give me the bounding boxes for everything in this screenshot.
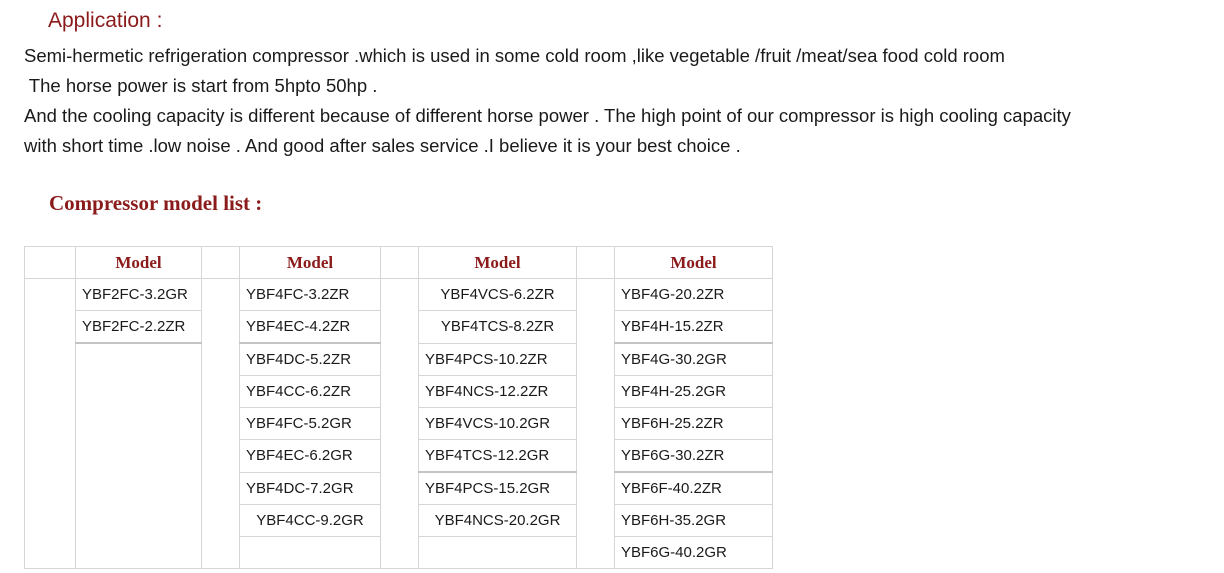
model-cell: YBF4PCS-10.2ZR [419, 343, 577, 376]
application-line-4: with short time .low noise . And good after sales service .I believe it is your best choice . [24, 135, 741, 156]
model-cell: YBF4CC-6.2ZR [240, 376, 381, 408]
spacer-cell [577, 279, 615, 569]
table-header-row [25, 247, 773, 279]
application-heading: Application : [48, 9, 163, 32]
compressor-model-table [24, 246, 773, 569]
model-header-1: Model [76, 247, 202, 279]
model-header-2: Model [240, 247, 381, 279]
model-cell: YBF6H-35.2GR [615, 505, 773, 537]
application-line-3: And the cooling capacity is different because of different horse power . The high point of our compressor is high cooling capacity [24, 105, 1071, 126]
spacer-cell [202, 247, 240, 279]
model-cell: YBF4VCS-10.2GR [419, 408, 577, 440]
model-cell: YBF4H-25.2GR [615, 376, 773, 408]
model-cell: YBF4VCS-6.2ZR [419, 279, 577, 311]
model-cell: YBF6H-25.2ZR [615, 408, 773, 440]
model-cell: YBF4H-15.2ZR [615, 311, 773, 344]
model-cell: YBF4DC-7.2GR [240, 472, 381, 505]
model-cell: YBF4EC-4.2ZR [240, 311, 381, 344]
spacer-cell [202, 279, 240, 569]
model-cell: YBF4TCS-8.2ZR [419, 311, 577, 344]
spacer-cell [577, 247, 615, 279]
model-cell: YBF4G-30.2GR [615, 343, 773, 376]
model-cell: YBF4FC-5.2GR [240, 408, 381, 440]
spacer-cell [25, 247, 76, 279]
application-line-1: Semi-hermetic refrigeration compressor .which is used in some cold room ,like vegetable /fruit /meat/sea food cold room [24, 45, 1005, 66]
empty-cell [240, 537, 381, 569]
empty-cell [419, 537, 577, 569]
spacer-cell [25, 279, 76, 569]
model-cell: YBF2FC-2.2ZR [76, 311, 202, 344]
model-cell: YBF4EC-6.2GR [240, 440, 381, 473]
empty-cell [76, 343, 202, 569]
model-cell: YBF6G-40.2GR [615, 537, 773, 569]
model-header-4: Model [615, 247, 773, 279]
model-cell: YBF4TCS-12.2GR [419, 440, 577, 473]
table-row [25, 279, 773, 311]
model-header-3: Model [419, 247, 577, 279]
application-line-2: The horse power is start from 5hpto 50hp . [24, 75, 378, 96]
model-cell: YBF4G-20.2ZR [615, 279, 773, 311]
spacer-cell [381, 279, 419, 569]
spacer-cell [381, 247, 419, 279]
model-cell: YBF6F-40.2ZR [615, 472, 773, 505]
model-cell: YBF4DC-5.2ZR [240, 343, 381, 376]
model-cell: YBF4CC-9.2GR [240, 505, 381, 537]
model-list-heading: Compressor model list : [49, 191, 263, 215]
model-cell: YBF4NCS-12.2ZR [419, 376, 577, 408]
model-cell: YBF4PCS-15.2GR [419, 472, 577, 505]
model-cell: YBF4NCS-20.2GR [419, 505, 577, 537]
model-cell: YBF4FC-3.2ZR [240, 279, 381, 311]
model-cell: YBF2FC-3.2GR [76, 279, 202, 311]
model-cell: YBF6G-30.2ZR [615, 440, 773, 473]
